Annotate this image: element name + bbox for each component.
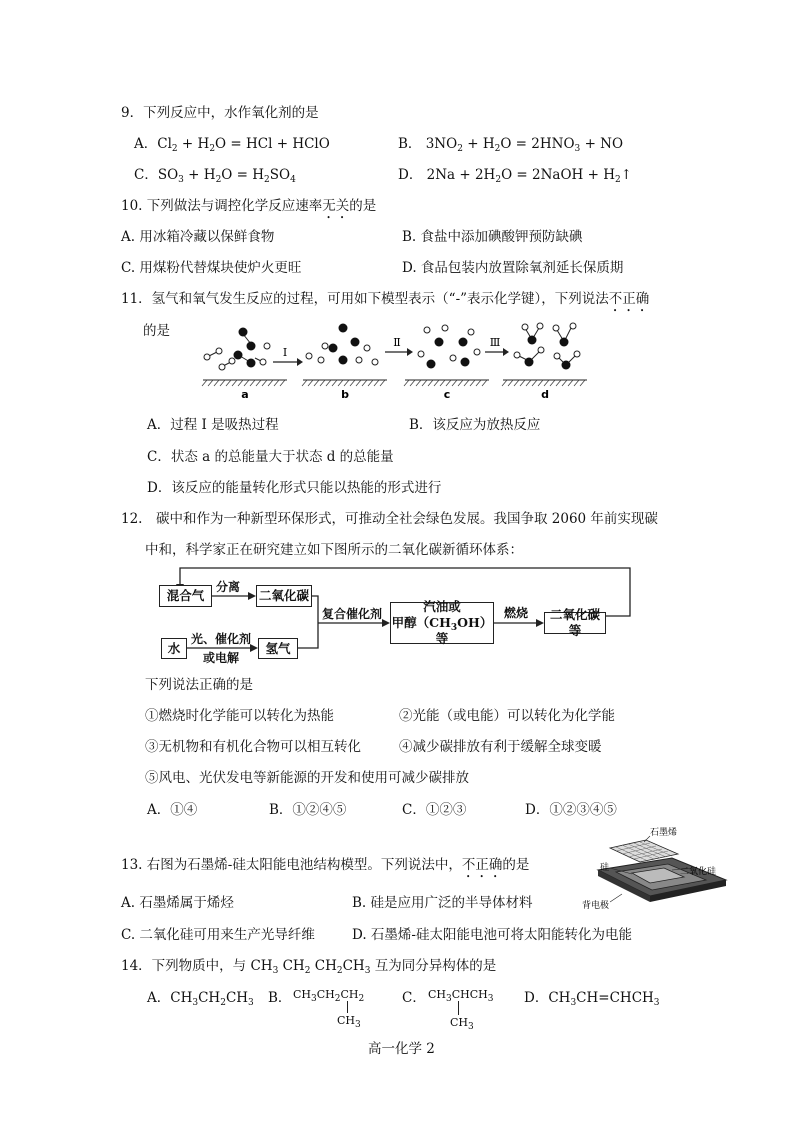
fuel-box	[390, 599, 494, 646]
hydrogen-box: 氢气	[258, 638, 298, 659]
q10-option-d: D. 食品包装内放置除氧剂延长保质期	[402, 260, 624, 276]
co2-etc-box: 二氧化碳等	[544, 612, 606, 634]
q11-option-c: C．状态 a 的总能量大于状态 d 的总能量	[147, 449, 394, 465]
q10-option-a: A. 用冰箱冷藏以保鲜食物	[121, 229, 275, 245]
step-3-label: Ⅲ	[489, 336, 501, 349]
q14-option-a: A．$CH_3CH_2CH_3$	[147, 990, 254, 1008]
q9-option-d: D． $2Na + 2H_2O$ = 2NaOH + $H_2↑$	[398, 167, 633, 185]
composite-catalyst-label: 复合催化剂	[322, 607, 383, 621]
q11-option-d: D．该反应的能量转化形式只能以热能的形式进行	[147, 480, 442, 496]
q12-option-c: C．①②③	[402, 802, 467, 818]
state-b-label: b	[341, 388, 349, 401]
q11-option-a: A．过程 I 是吸热过程	[147, 417, 279, 433]
q14-option-c-label: C．	[402, 990, 426, 1006]
water-box: 水	[161, 638, 187, 659]
light-catalyst-label: 光、催化剂	[191, 632, 252, 646]
step-1-label: Ⅰ	[282, 346, 288, 359]
q10-option-c: C. 用煤粉代替煤块使炉火更旺	[121, 260, 302, 276]
q12-stem: 12. 碳中和作为一种新型环保形式，可推动全社会绿色发展。我国争取 2060 年前实现碳	[121, 511, 658, 527]
q13-option-a: A. 石墨烯属于烯烃	[121, 895, 234, 911]
q11-stem-line2: 的是	[143, 323, 170, 339]
q14-stem: 14．下列物质中，与 $CH_3$ $CH_2$ $CH_2CH_3$ 互为同分异构体的是	[121, 958, 497, 976]
state-d-label: d	[541, 388, 549, 401]
separation-label: 分离	[216, 580, 241, 594]
q14-option-d: D．$CH_3CH=CHCH_3$	[524, 990, 660, 1008]
q14-option-b-bond	[347, 1001, 348, 1013]
step-2-label: Ⅱ	[393, 336, 401, 349]
fuel-line2: 甲醇$(CH_3OH)$等	[391, 615, 493, 646]
q12-stem-line2: 中和，科学家正在研究建立如下图所示的二氧化碳新循环体系：	[145, 542, 523, 558]
q14-option-c-bond	[458, 1001, 459, 1015]
electrolysis-label: 或电解	[203, 651, 240, 665]
q9-option-a: A．$Cl_2 + H_2O$ = HCl + HClO	[134, 136, 330, 154]
q10-stem: 10. 下列做法与调控化学反应速率无关的是	[121, 198, 377, 214]
silicon-dioxide-label: 二氧化硅	[680, 867, 717, 877]
q14-option-b-label: B．	[268, 990, 292, 1006]
co2-box: 二氧化碳	[256, 585, 312, 607]
q10-option-b: B. 食盐中添加碘酸钾预防缺碘	[402, 229, 583, 245]
mixed-gas-box: 混合气	[159, 585, 212, 607]
q13-option-d: D. 石墨烯-硅太阳能电池可将太阳能转化为电能	[352, 927, 632, 943]
q12-statement-2: ②光能（或电能）可以转化为化学能	[399, 708, 615, 724]
q9-option-c: C．$SO_3 + H_2O = H_2SO_4$	[134, 167, 296, 185]
q11-stem: 11．氢气和氧气发生反应的过程，可用如下模型表示（“-”表示化学键），下列说法不正确	[121, 291, 650, 307]
q12-option-a: A．①④	[147, 802, 198, 818]
burn-label: 燃烧	[504, 606, 529, 620]
q13-stem: 13. 右图为石墨烯-硅太阳能电池结构模型。下列说法中，不正确的是	[121, 857, 530, 873]
page-footer: 高一化学 2	[368, 1041, 435, 1057]
q14-option-b-structure-bottom: $CH_3$	[337, 1014, 361, 1030]
q12-prompt: 下列说法正确的是	[145, 677, 253, 693]
q13-option-c: C. 二氧化硅可用来生产光导纤维	[121, 927, 315, 943]
graphene-label: 石墨烯	[650, 828, 678, 838]
q12-statement-5: ⑤风电、光伏发电等新能源的开发和使用可减少碳排放	[145, 770, 469, 786]
q9-stem: 9．下列反应中，水作氧化剂的是	[121, 105, 319, 121]
state-c-label: c	[443, 388, 451, 401]
fuel-line1: 汽油或	[423, 599, 461, 614]
q14-option-c-structure-top: $CH_3CHCH_3$	[428, 988, 494, 1004]
q14-option-b-structure-top: $CH_3CH_2CH_2$	[293, 988, 365, 1004]
q11-option-b: B．该反应为放热反应	[409, 417, 541, 433]
q12-statement-1: ①燃烧时化学能可以转化为热能	[145, 708, 334, 724]
q12-option-b: B．①②④⑤	[269, 802, 347, 818]
q12-statement-4: ④减少碳排放有利于缓解全球变暖	[399, 739, 602, 755]
back-electrode-label: 背电极	[582, 901, 610, 911]
q9-option-b: B． $3NO_2 + H_2O = 2HNO_3$ + NO	[398, 136, 624, 154]
silicon-label: 硅	[600, 863, 610, 873]
q12-statement-3: ③无机物和有机化合物可以相互转化	[145, 739, 361, 755]
q12-option-d: D．①②③④⑤	[525, 802, 617, 818]
solar-cell-model-figure	[576, 828, 726, 912]
q13-option-b: B. 硅是应用广泛的半导体材料	[352, 895, 533, 911]
q14-option-c-structure-bottom: $CH_3$	[450, 1016, 474, 1032]
state-a-label: a	[241, 388, 249, 401]
